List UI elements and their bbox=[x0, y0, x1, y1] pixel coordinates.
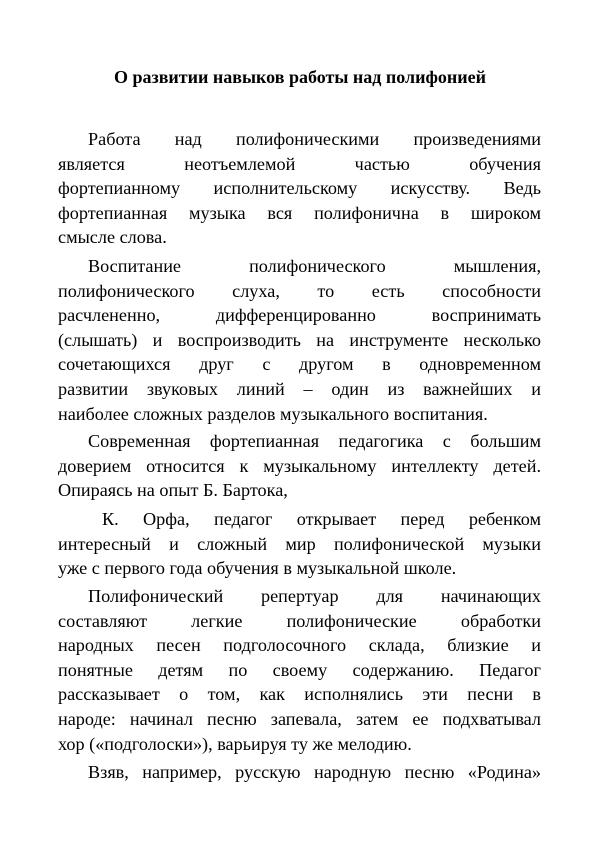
text-line: (слышать) и воспроизводить на инструменте несколько bbox=[58, 329, 541, 350]
text-line: хор («подголоски»), варьируя ту же мелодию. bbox=[58, 733, 412, 754]
text-line: Современная фортепианная педагогика с большим bbox=[88, 431, 541, 451]
paragraph-4 bbox=[58, 507, 541, 581]
text-line: Воспитание полифонического мышления, bbox=[88, 256, 541, 276]
text-line: фортепианная музыка вся полифонична в широком bbox=[58, 202, 541, 223]
text-line: Работа над полифоническими произведениями bbox=[88, 129, 541, 149]
paragraph-2 bbox=[58, 254, 541, 426]
paragraph-1 bbox=[58, 127, 541, 250]
paragraph-3 bbox=[58, 429, 541, 503]
text-line: К. Орфа, педагог открывает перед ребенком bbox=[102, 509, 541, 529]
text-line: рассказывает о том, как исполнялись эти песни в bbox=[58, 684, 541, 705]
text-line: наиболее сложных разделов музыкального воспитания. bbox=[58, 403, 488, 424]
text-line: полифонического слуха, то есть способности bbox=[58, 280, 541, 301]
text-line: Опираясь на опыт Б. Бартока, bbox=[58, 480, 288, 501]
text-line: народных песен подголосочного склада, близкие и bbox=[58, 635, 541, 656]
paragraph-5 bbox=[58, 584, 541, 756]
text-line: Полифонический репертуар для начинающих bbox=[88, 586, 541, 606]
document-title: О развитии навыков работы над полифонией bbox=[113, 67, 487, 87]
text-line: развитии звуковых линий – один из важнейших и bbox=[58, 378, 541, 399]
text-line: уже с первого года обучения в музыкальной школе. bbox=[58, 558, 457, 579]
text-line: Взяв, например, русскую народную песню «Родина» bbox=[88, 762, 541, 782]
text-line: народе: начинал песню запевала, затем ее подхватывал bbox=[58, 708, 541, 729]
text-line: доверием относится к музыкальному интеллекту детей. bbox=[58, 455, 541, 476]
text-line: смысле слова. bbox=[58, 227, 167, 248]
text-line: составляют легкие полифонические обработки bbox=[58, 610, 541, 631]
text-line: фортепианному исполнительскому искусству. Ведь bbox=[58, 178, 541, 199]
paragraph-6 bbox=[58, 760, 541, 785]
text-line: является неотъемлемой частью обучения bbox=[58, 153, 541, 174]
text-line: расчлененно, дифференцированно воспринимать bbox=[58, 305, 541, 326]
text-line: сочетающихся друг с другом в одновременном bbox=[58, 354, 541, 375]
text-line: понятные детям по своему содержанию. Педагог bbox=[58, 659, 541, 680]
text-line: интересный и сложный мир полифонической музыки bbox=[58, 533, 541, 554]
